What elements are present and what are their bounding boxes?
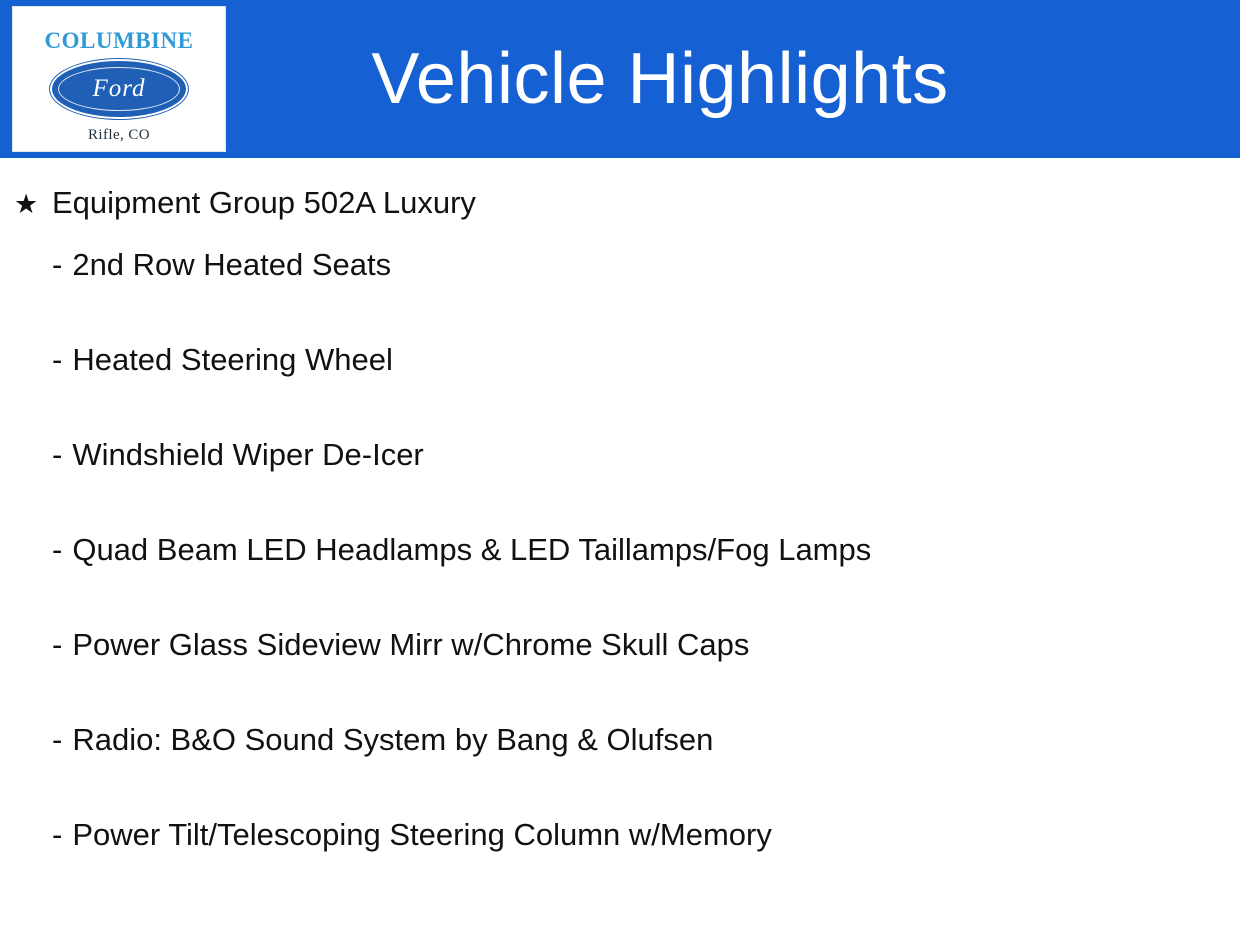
logo-dealer-name: COLUMBINE (44, 28, 194, 53)
dash-icon: - (52, 437, 63, 472)
ford-oval-icon (50, 59, 188, 119)
ford-oval-inner (58, 67, 180, 111)
list-item-label: Windshield Wiper De-Icer (72, 437, 424, 472)
highlights-list (0, 158, 1240, 930)
list-item-label: Heated Steering Wheel (72, 342, 393, 377)
list-item (0, 816, 1240, 911)
dash-icon: - (52, 817, 63, 852)
dash-icon: - (52, 247, 63, 282)
list-item-label: 2nd Row Heated Seats (72, 247, 392, 282)
logo-location: Rifle, CO (88, 127, 150, 143)
list-item (0, 531, 1240, 626)
dash-icon: - (52, 627, 63, 662)
dash-icon: - (52, 532, 63, 567)
list-item (0, 626, 1240, 721)
list-item-label: Power Glass Sideview Mirr w/Chrome Skull Caps (72, 627, 750, 662)
list-item (0, 436, 1240, 531)
list-item-label: Quad Beam LED Headlamps & LED Taillamps/Fog Lamps (72, 532, 872, 567)
list-item (0, 184, 1240, 246)
list-item (0, 721, 1240, 816)
list-item-label: Radio: B&O Sound System by Bang & Olufsen (72, 722, 714, 757)
dealer-logo (12, 6, 226, 152)
dash-icon: - (52, 722, 63, 757)
logo-brand-text: Ford (92, 74, 146, 102)
list-item (0, 246, 1240, 341)
star-icon: ★ (14, 189, 39, 219)
dash-icon: - (52, 342, 63, 377)
equipment-group-label: Equipment Group 502A Luxury (52, 185, 476, 220)
page-title: Vehicle Highlights (371, 39, 949, 119)
list-item (0, 341, 1240, 436)
list-item-label: Power Tilt/Telescoping Steering Column w/Memory (72, 817, 772, 852)
